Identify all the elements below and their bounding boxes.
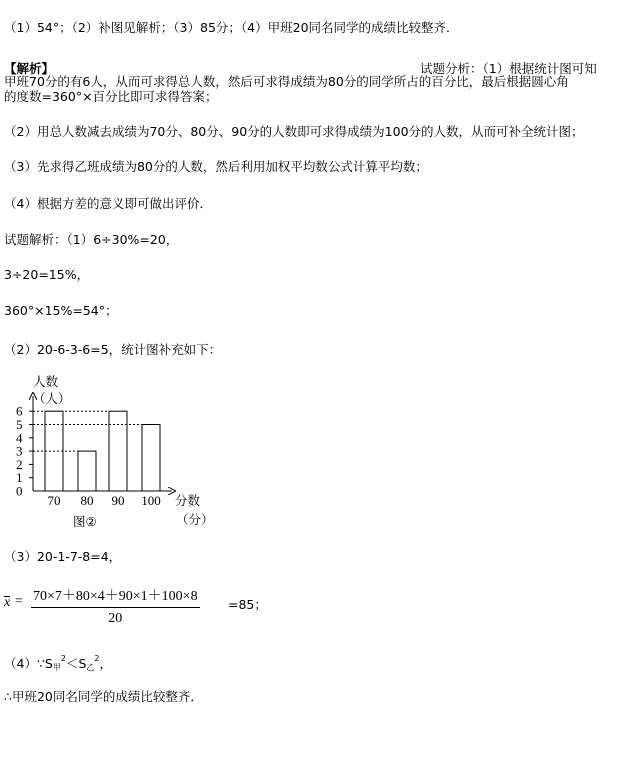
solution-step-2: （2）20-6-3-6=5，统计图补充如下： <box>4 342 222 357</box>
analysis-step-4: （4）根据方差的意义即可做出评价． <box>4 196 212 211</box>
analysis-step-2: （2）用总人数减去成绩为70分、80分、90分的人数即可求得成绩为100分的人数，从而可补全统计图； <box>4 124 584 139</box>
bar-90 <box>109 411 127 491</box>
variance-less-than: ＜S <box>65 656 87 671</box>
chart-caption: 图② <box>73 514 97 529</box>
x-axis-label: 分数 <box>175 493 201 508</box>
y-tick-label: 2 <box>16 456 23 472</box>
solution-step-4 <box>4 651 112 675</box>
variance-sup-1: 2 <box>60 654 66 663</box>
solution-step-1-angle: 360°×15%=54°； <box>4 303 118 318</box>
solution-step-3: （3）20-1-7-8=4， <box>4 549 122 564</box>
answer-line: （1）54°；（2）补图见解析；（3）85分；（4）甲班20同名同学的成绩比较整齐． <box>4 20 459 35</box>
y-axis-label: 人数 <box>33 374 59 389</box>
formula-result: =85； <box>228 597 267 612</box>
variance-sub-yi: 乙 <box>86 663 95 672</box>
x-tick-label: 90 <box>111 493 125 508</box>
x-tick-label: 80 <box>80 493 94 508</box>
y-tick-label: 3 <box>16 443 23 459</box>
variance-prefix: （4）∵S <box>4 656 53 671</box>
variance-sup-2: 2 <box>94 654 100 663</box>
x-tick-label: 100 <box>141 493 161 508</box>
solution-step-1: 试题解析：（1）6÷30%=20， <box>4 232 179 247</box>
mean-formula <box>4 585 304 625</box>
y-tick-label: 1 <box>16 470 23 486</box>
fraction-denominator: 20 <box>108 611 123 626</box>
bar-100 <box>142 425 160 492</box>
analysis-step-1-line-2: 的度数=360°×百分比即可求得答案； <box>4 89 218 104</box>
conclusion: ∴甲班20同名同学的成绩比较整齐． <box>4 689 203 704</box>
y-axis-unit: （人） <box>33 391 71 406</box>
analysis-intro: 试题分析：（1）根据统计图可知 <box>420 61 597 76</box>
y-tick-label: 4 <box>16 430 23 446</box>
bar-chart <box>0 370 240 535</box>
x-tick-label: 70 <box>47 493 61 508</box>
solution-step-1-percent: 3÷20=15%， <box>4 267 90 282</box>
variance-sub-jia: 甲 <box>52 663 61 672</box>
fraction <box>31 585 200 627</box>
analysis-heading: 【解析】 <box>4 61 55 76</box>
y-tick-label: 5 <box>16 417 23 432</box>
y-tick-label: 6 <box>16 403 23 419</box>
equals-sign: = <box>15 594 23 609</box>
mean-symbol: x <box>4 595 11 610</box>
analysis-step-1-line-1: 甲班70分的有6人，从而可求得总人数，然后可求得成绩为80分的同学所占的百分比，最后根据圆心角 <box>4 74 569 89</box>
y-tick-label: 0 <box>16 483 23 499</box>
analysis-step-3: （3）先求得乙班成绩为80分的人数，然后利用加权平均数公式计算平均数； <box>4 159 428 174</box>
variance-end: ， <box>99 656 112 671</box>
x-axis-unit: （分） <box>176 512 214 527</box>
fraction-numerator: 70×7＋80×4＋90×1＋100×8 <box>31 585 200 608</box>
bar-80 <box>78 451 96 491</box>
